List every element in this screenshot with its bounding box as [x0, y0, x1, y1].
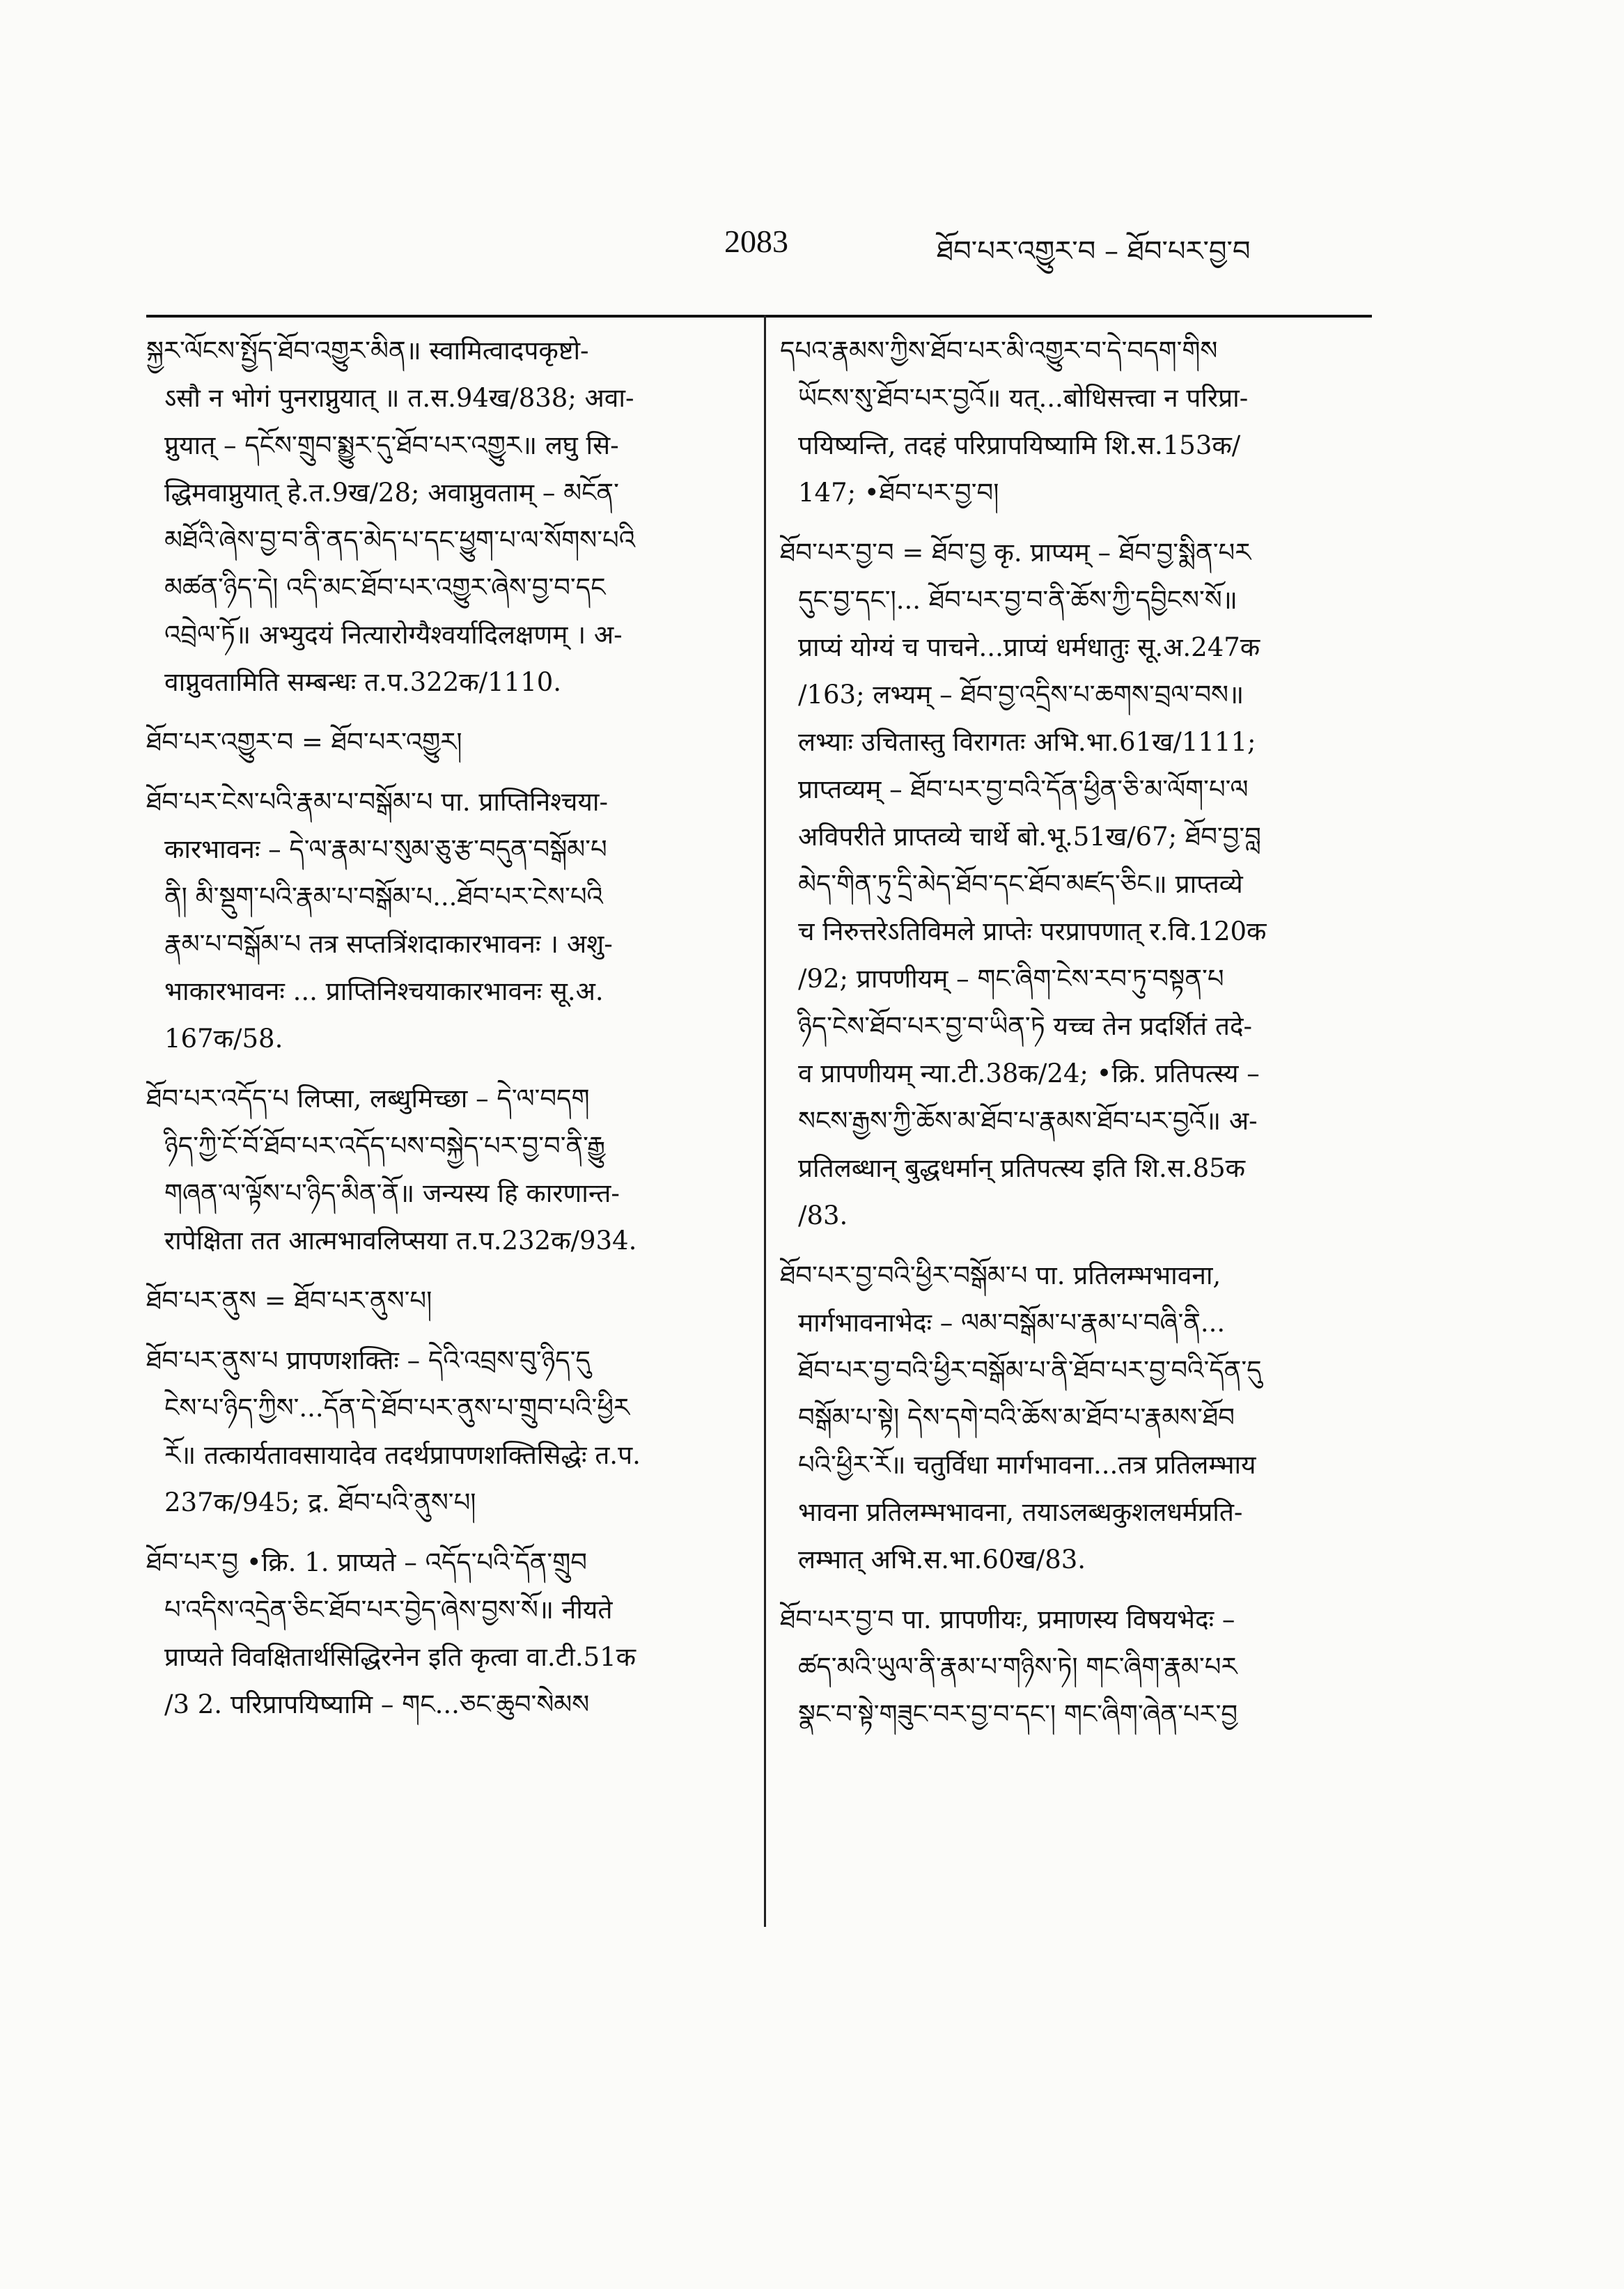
entry-line: དཔའ་རྣམས་ཀྱིས་ཐོབ་པར་མི་འགྱུར་བ་དེ་བདག་གིས — [780, 336, 1218, 366]
dictionary-entry — [146, 1337, 745, 1526]
page-number: 2083 — [724, 224, 788, 259]
entry-line: 147; •ཐོབ་པར་བྱ་བ། — [798, 478, 999, 508]
entry-line: प्राप्तव्यम् – ཐོབ་པར་བྱ་བའི་དོན་ཕྱིན་ཅི་མ་ལོག་པ་ལ — [798, 774, 1249, 804]
entry-line: प्नुयात् – དངོས་གྲུབ་སྨྱུར་དུ་ཐོབ་པར་འགྱུར॥ लघु सि- — [164, 430, 619, 460]
running-head: ཐོབ་པར་འགྱུར་བ – ཐོབ་པར་བྱ་བ — [937, 235, 1251, 267]
entry-line: མཚན་ཉིད་དེ། འདི་མང་ཐོབ་པར་འགྱུར་ཞེས་བྱ་བ་དང — [164, 572, 606, 602]
entry-line: ངེས་པ་ཉིད་ཀྱིས་...དོན་དེ་ཐོབ་པར་ནུས་པ་གྲུབ་པའི་ཕྱིར — [164, 1393, 630, 1423]
entry-line: ཐོབ་པར་ནུས = ཐོབ་པར་ནུས་པ། — [146, 1286, 432, 1315]
entry-line: པ་འདིས་འདྲེན་ཅིང་ཐོབ་པར་བྱེད་ཞེས་བྱས་སོ॥ नीयते — [164, 1595, 613, 1625]
left-column — [146, 327, 745, 1741]
entry-line: ཡོངས་སུ་ཐོབ་པར་བྱའོ॥ यत्...बोधिसत्त्वा न परिप्रा- — [798, 383, 1249, 413]
entry-line: སྣང་བ་སྟེ་གཟུང་བར་བྱ་བ་དང་། གང་ཞིག་ཞེན་པར་བྱ — [798, 1699, 1238, 1729]
entry-line: व प्रापणीयम् न्या.टी.38क/24; •क्रि. प्रतिपत्स्य – — [798, 1058, 1260, 1088]
entry-line: འབྲེལ་ཏོ॥ अभ्युदयं नित्यारोग्यैश्वर्यादिलक्षणम् । अ- — [164, 620, 623, 650]
entry-line: ཐོབ་པར་བྱ་བའི་ཕྱིར་བསྒོམ་པ पा. प्रतिलम्भभावना, — [780, 1260, 1221, 1290]
entry-line: བསྒོམ་པ་སྟེ། དེས་དགེ་བའི་ཆོས་མ་ཐོབ་པ་རྣམས་ཐོབ — [798, 1403, 1235, 1432]
entry-line: 237क/945; द्र. ཐོབ་པའི་ནུས་པ། — [164, 1487, 476, 1517]
entry-line: वाप्नुवतामिति सम्बन्धः त.प.322क/1110. — [164, 667, 562, 697]
entry-line: ཐོབ་པར་འགྱུར་བ = ཐོབ་པར་འགྱུར། — [146, 727, 462, 757]
entry-line: རོ॥ तत्कार्यतावसायादेव तदर्थप्रापणशक्तिसिद्धेः त.प. — [164, 1440, 641, 1470]
entry-line: /163; लभ्यम् – ཐོབ་བྱ་འདྲིས་པ་ཆགས་བྲལ་བས॥ — [798, 680, 1244, 710]
right-column — [780, 327, 1393, 1751]
entry-line: 167क/58. — [164, 1024, 283, 1054]
entry-line: ཐོབ་པར་ནུས་པ प्रापणशक्तिः – དེའི་འབྲས་བུ་ཉིད་དུ — [146, 1345, 591, 1375]
entry-line: /92; प्रापणीयम् – གང་ཞིག་ངེས་རབ་ཏུ་བསྟན་པ — [798, 964, 1224, 994]
dictionary-entry — [146, 1277, 745, 1325]
entry-line: མཐོའི་ཞེས་བྱ་བ་ནི་ནད་མེད་པ་དང་ཕྱུག་པ་ལ་སོགས་པའི — [164, 525, 636, 555]
entry-line: प्रतिलब्धान् बुद्धधर्मान् प्रतिपत्स्य इति शि.स.85क — [798, 1153, 1246, 1183]
entry-line: द्धिमवाप्नुयात् हे.त.9ख/28; अवाप्नुवताम् – མངོན་ — [164, 478, 619, 508]
entry-line: /3 2. परिप्रापयिष्यामि – གང...ཅང་ཆུབ་སེམས — [164, 1689, 590, 1719]
entry-line: ཉིད་ཀྱི་ངོ་བོ་ཐོབ་པར་འདོད་པས་བསྐྱེད་པར་བྱ་བ་ནི་རྒྱུ — [164, 1131, 606, 1161]
entry-line: लम्भात् अभि.स.भा.60ख/83. — [798, 1545, 1086, 1575]
entry-line: कारभावनः – དེ་ལ་རྣམ་པ་སུམ་ཅུ་རྩ་བདུན་བསྒོམ་པ — [164, 834, 607, 864]
dictionary-entry — [146, 719, 745, 766]
entry-line: པའི་ཕྱིར་རོ॥ चतुर्विधा मार्गभावना...तत्र प्रतिलम्भाय — [798, 1450, 1256, 1480]
dictionary-entry — [146, 1539, 745, 1728]
header-rule — [146, 315, 1372, 318]
entry-line: पयिष्यन्ति, तदहं परिप्रापयिष्यामि शि.स.153क/ — [798, 430, 1241, 460]
entry-line: लभ्याः उचितास्तु विरागतः अभि.भा.61ख/1111; — [798, 727, 1256, 757]
dictionary-entry — [780, 1596, 1393, 1738]
entry-line: ཐོབ་པར་འདོད་པ लिप्सा, लब्धुमिच्छा – དེ་ལ་བདག — [146, 1084, 590, 1114]
dictionary-entry — [780, 1252, 1393, 1584]
entry-line: སྐྱར་ལོངས་སྤྱོད་ཐོབ་འགྱུར་མིན॥ स्वामित्वादपकृष्टो- — [146, 336, 589, 366]
entry-line: ཉིད་ངེས་ཐོབ་པར་བྱ་བ་ཡིན་ཏེ यच्च तेन प्रदर्शितं तदे- — [798, 1011, 1253, 1041]
entry-line: अविपरीते प्राप्तव्ये चार्थे बो.भू.51ख/67; ཐོབ་བྱ་བླ — [798, 822, 1261, 852]
column-divider — [764, 315, 766, 1927]
dictionary-entry — [146, 1075, 745, 1265]
entry-line: मार्गभावनाभेदः – ལམ་བསྒོམ་པ་རྣམ་པ་བཞི་ནི... — [798, 1308, 1226, 1338]
entry-line: ནི། མི་སྡུག་པའི་རྣམ་པ་བསྒོམ་པ...ཐོབ་པར་ངེས་པའི — [164, 882, 603, 912]
entry-line: ऽसौ न भोगं पुनराप्नुयात् ॥ त.स.94ख/838; अवा- — [164, 383, 634, 413]
entry-line: མེད་གིན་ཏུ་དྲི་མེད་ཐོབ་དང་ཐོབ་མཛད་ཅིང॥ प्राप्तव्ये — [798, 869, 1243, 899]
entry-line: དུང་བྱ་དང་།... ཐོབ་པར་བྱ་བ་ནི་ཆོས་ཀྱི་དབྱིངས་སོ॥ — [798, 585, 1237, 615]
dictionary-entry — [780, 529, 1393, 1240]
entry-line: ཚད་མའི་ཡུལ་ནི་རྣམ་པ་གཉིས་ཏེ། གང་ཞིག་རྣམ་པར — [798, 1652, 1237, 1682]
entry-line: रापेक्षिता तत आत्मभावलिप्सया त.प.232क/934. — [164, 1226, 637, 1256]
entry-line: /83. — [798, 1201, 848, 1231]
entry-line: प्राप्यते विवक्षितार्थसिद्धिरनेन इति कृत्वा वा.टी.51क — [164, 1642, 637, 1672]
entry-line: གཞན་ལ་ལྟོས་པ་ཉིད་མིན་ནོ॥ जन्यस्य हि कारणान्त- — [164, 1178, 620, 1208]
entry-line: भावना प्रतिलम्भभावना, तयाऽलब्धकुशलधर्मप्रति- — [798, 1497, 1243, 1527]
entry-line: སངས་རྒྱས་ཀྱི་ཆོས་མ་ཐོབ་པ་རྣམས་ཐོབ་པར་བྱའོ॥ अ- — [798, 1106, 1258, 1136]
dictionary-entry — [780, 327, 1393, 517]
entry-line: ཐོབ་པར་བྱ་བ पा. प्रापणीयः, प्रमाणस्य विषयभेदः – — [780, 1604, 1235, 1634]
dictionary-entry — [146, 327, 745, 706]
dictionary-entry — [146, 779, 745, 1063]
entry-line: ཐོབ་པར་བྱ •क्रि. 1. प्राप्यते – འདོད་པའི་དོན་གྲུབ — [146, 1547, 587, 1577]
entry-line: च निरुत्तरेऽतिविमले प्राप्तेः परप्रापणात् र.वि.120क — [798, 916, 1267, 946]
entry-line: ཐོབ་པར་བྱ་བའི་ཕྱིར་བསྒོམ་པ་ནི་ཐོབ་པར་བྱ་བའི་དོན་དུ — [798, 1355, 1262, 1385]
entry-line: ཐོབ་པར་བྱ་བ = ཐོབ་བྱ कृ. प्राप्यम् – ཐོབ་བྱ་སྨིན་པར — [780, 538, 1251, 568]
entry-line: प्राप्यं योग्यं च पाचने...प्राप्यं धर्मधातुः सू.अ.247क — [798, 632, 1260, 662]
entry-line: ཐོབ་པར་ངེས་པའི་རྣམ་པ་བསྒོམ་པ पा. प्राप्तिनिश्चया- — [146, 787, 608, 817]
entry-line: རྣམ་པ་བསྒོམ་པ तत्र सप्तत्रिंशदाकारभावनः । अशु- — [164, 929, 613, 959]
entry-line: भाकारभावनः ... प्राप्तिनिश्चयाकारभावनः सू.अ. — [164, 976, 604, 1006]
